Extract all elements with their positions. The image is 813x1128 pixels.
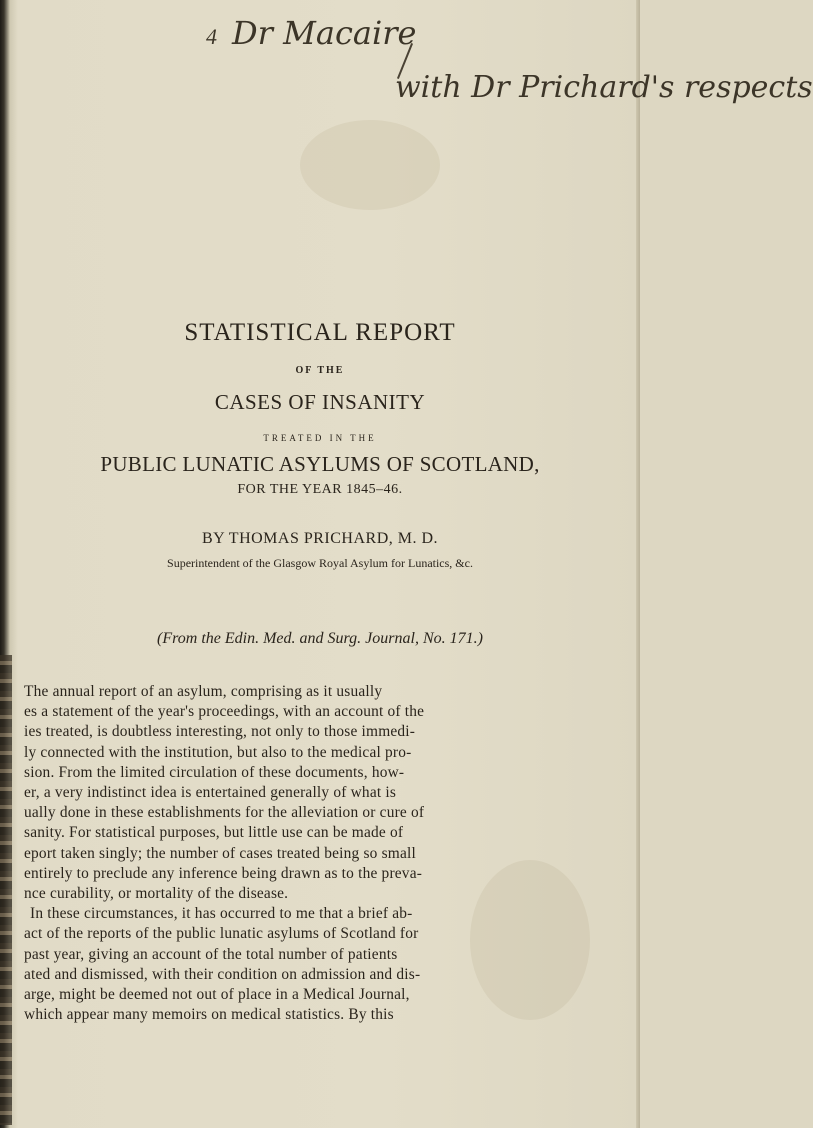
body-line: es a statement of the year's proceedings, with an account of the [24, 703, 425, 721]
author-position: Superintendent of the Glasgow Royal Asylum for Lunatics, &c. [167, 556, 473, 570]
paper-stain [300, 120, 440, 210]
body-line: act of the reports of the public lunatic asylums of Scotland for [24, 925, 419, 943]
institution-heading: PUBLIC LUNATIC ASYLUMS OF SCOTLAND, [100, 452, 540, 476]
body-line: past year, giving an account of the total number of patients [24, 945, 398, 963]
handwritten-inscription-line2: with Dr Prichard's respects [395, 70, 813, 105]
body-line: eport taken singly; the number of cases treated being so small [24, 844, 416, 862]
body-line: In these circumstances, it has occurred to me that a brief ab- [30, 905, 413, 923]
body-line: entirely to preclude any inference being drawn as to the preva- [24, 864, 423, 882]
report-subtitle: CASES OF INSANITY [214, 390, 426, 414]
body-line: ly connected with the institution, but also to the medical pro- [24, 743, 412, 761]
handwritten-inscription-line1: Dr Macaire [232, 14, 417, 52]
source-citation: (From the Edin. Med. and Surg. Journal, No. 171.) [157, 630, 483, 647]
body-line: which appear many memoirs on medical statistics. By this [24, 1006, 394, 1024]
body-line: The annual report of an asylum, comprising as it usually [24, 683, 383, 700]
author-line: BY THOMAS PRICHARD, M. D. [201, 530, 439, 547]
body-line: ies treated, is doubtless interesting, not only to those immedi- [24, 723, 416, 741]
body-line: ated and dismissed, with their condition on admission and dis- [24, 965, 421, 983]
of-the-label: OF THE [295, 365, 345, 376]
binding-edge [0, 655, 12, 1125]
body-line: sion. From the limited circulation of these documents, how- [24, 763, 405, 781]
body-paragraphs [24, 682, 624, 1025]
body-line: arge, might be deemed not out of place in a Medical Journal, [24, 986, 410, 1004]
body-line: er, a very indistinct idea is entertained generally of what is [24, 784, 397, 802]
year-line: FOR THE YEAR 1845–46. [237, 482, 403, 497]
report-title: STATISTICAL REPORT [184, 319, 456, 346]
treated-in-label: TREATED IN THE [263, 433, 377, 443]
body-line: nce curability, or mortality of the disease. [24, 885, 289, 903]
body-line: ually done in these establishments for the alleviation or cure of [24, 804, 425, 822]
body-line: sanity. For statistical purposes, but little use can be made of [24, 824, 404, 842]
handwritten-mark: 4 [206, 24, 217, 49]
